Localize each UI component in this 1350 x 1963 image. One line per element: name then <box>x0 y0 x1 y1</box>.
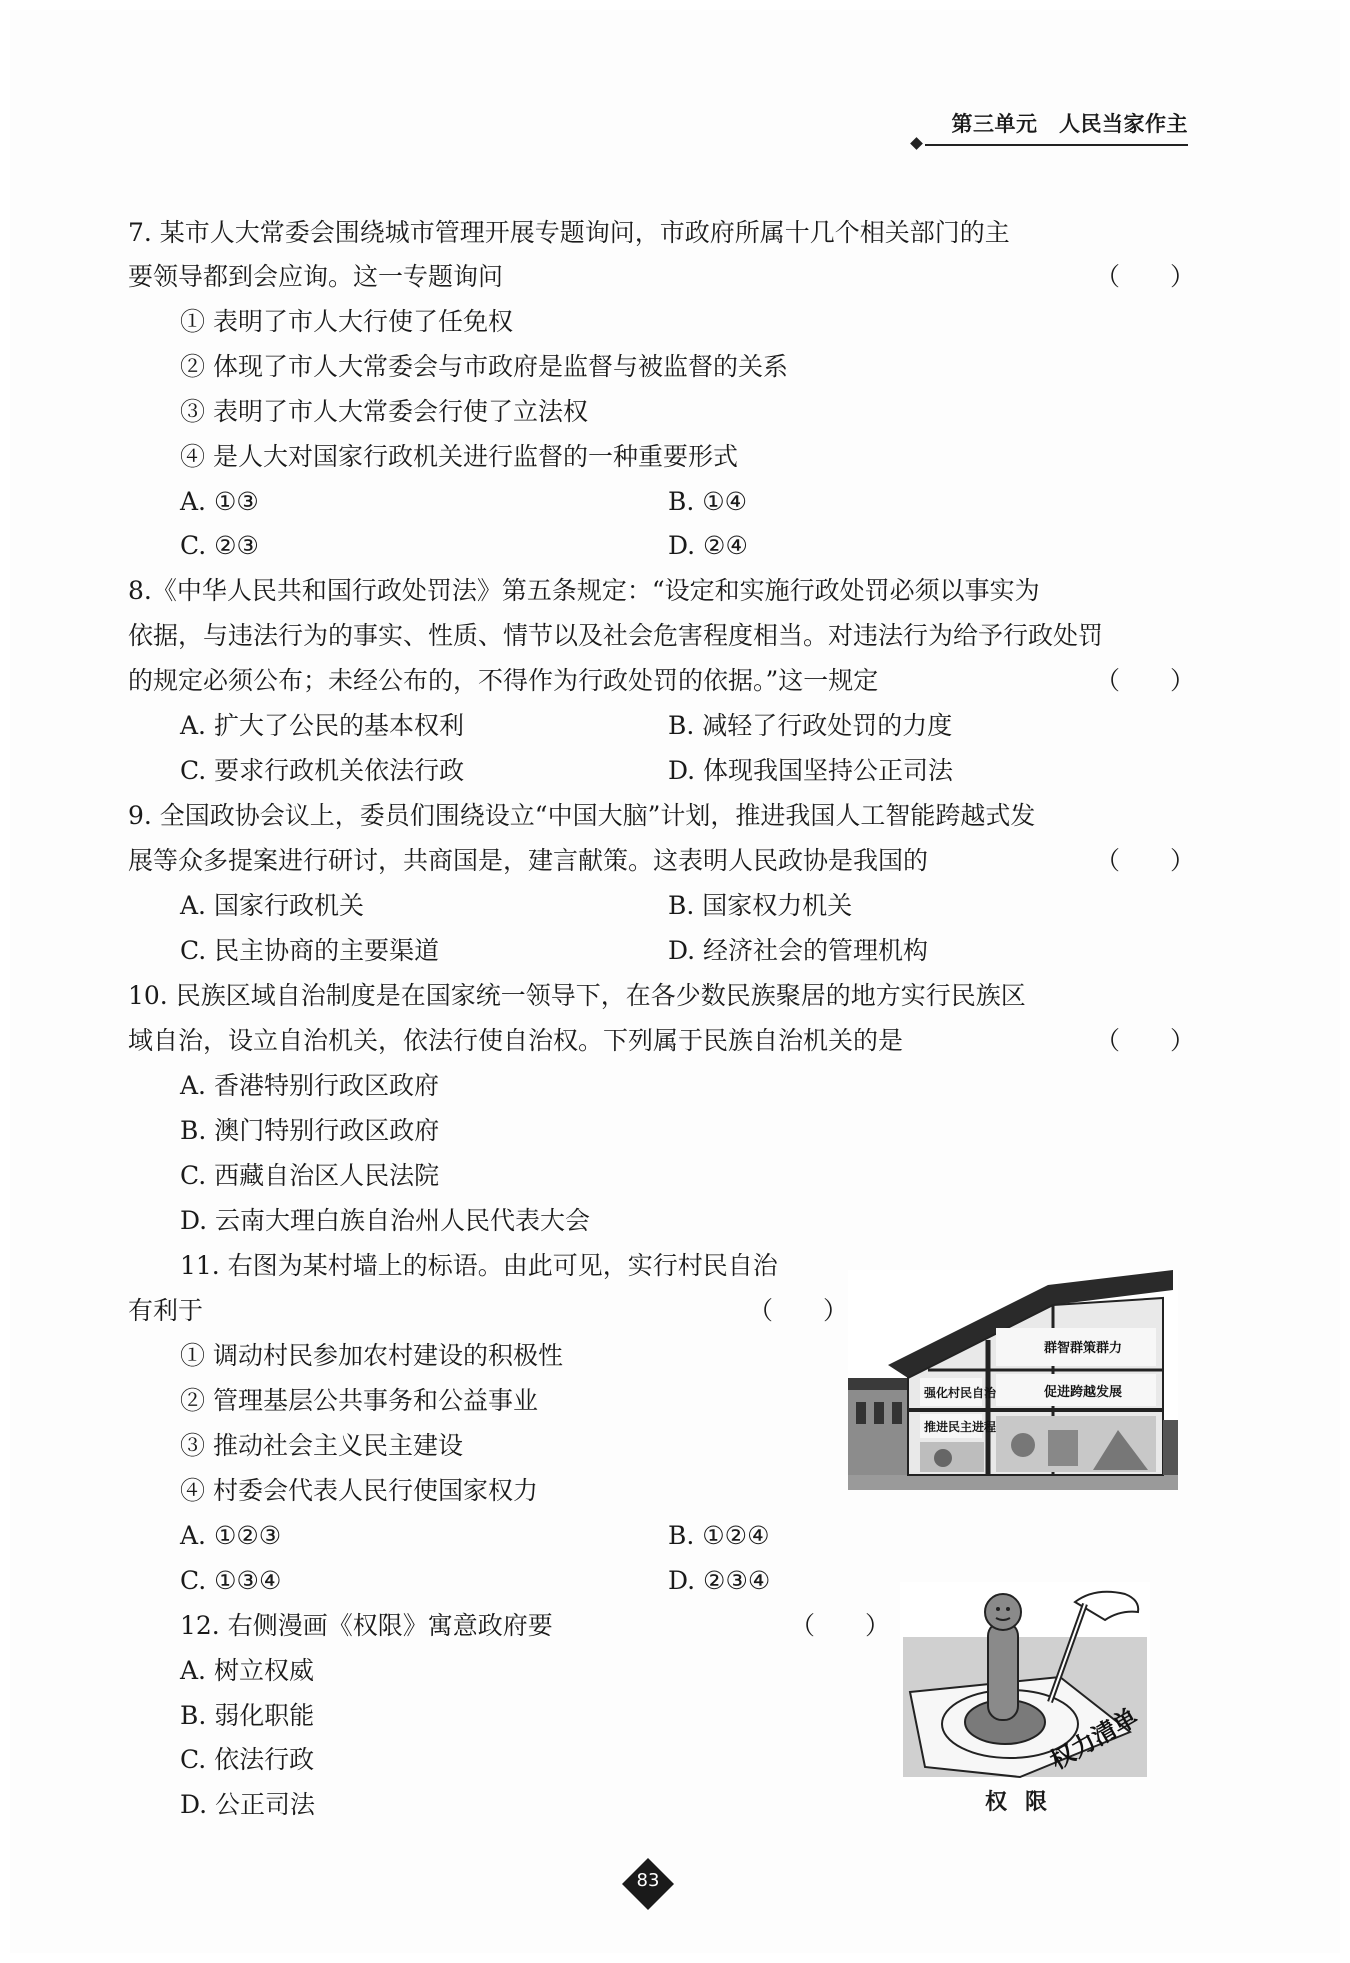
q7-stem-line1: 7. 某市人大常委会围绕城市管理开展专题询问，市政府所属十几个相关部门的主 <box>128 218 1010 247</box>
power-list-cartoon <box>900 1582 1150 1780</box>
q10-answer-paren: （ ） <box>1095 1026 1196 1055</box>
q11-option-d: D. ②③④ <box>668 1566 771 1595</box>
unit-header: 第三单元 人民当家作主 <box>951 112 1188 136</box>
q7-option-d: D. ②④ <box>668 531 748 560</box>
q8-option-b: B. 减轻了行政处罚的力度 <box>668 711 953 740</box>
q11-option-c: C. ①③④ <box>180 1566 282 1595</box>
q9-option-d: D. 经济社会的管理机构 <box>668 936 929 965</box>
q12-option-a: A. 树立权威 <box>180 1656 314 1685</box>
q11-item-4: ④ 村委会代表人民行使国家权力 <box>180 1476 538 1505</box>
q10-option-b: B. 澳门特别行政区政府 <box>180 1116 440 1145</box>
q10-stem-line1: 10. 民族区域自治制度是在国家统一领导下，在各少数民族聚居的地方实行民族区 <box>128 981 1026 1010</box>
q12-option-c: C. 依法行政 <box>180 1745 315 1774</box>
q9-option-b: B. 国家权力机关 <box>668 891 853 920</box>
q12-stem: 12. 右侧漫画《权限》寓意政府要 <box>180 1611 553 1640</box>
q12-option-d: D. 公正司法 <box>180 1790 316 1819</box>
sign-right-bottom: 促进跨越发展 <box>1044 1385 1123 1400</box>
q11-stem-line1: 11. 右图为某村墙上的标语。由此可见，实行村民自治 <box>180 1251 778 1280</box>
village-wall-photo <box>848 1270 1178 1490</box>
q7-stem-line2: 要领导都到会应询。这一专题询问 <box>128 262 504 291</box>
q10-option-a: A. 香港特别行政区政府 <box>180 1071 439 1100</box>
q8-option-c: C. 要求行政机关依法行政 <box>180 756 465 785</box>
q10-option-d: D. 云南大理白族自治州人民代表大会 <box>180 1206 591 1235</box>
q8-stem-line2: 依据，与违法行为的事实、性质、情节以及社会危害程度相当。对违法行为给予行政处罚 <box>128 621 1104 650</box>
sign-left-top: 强化村民自治 <box>924 1386 997 1400</box>
q9-answer-paren: （ ） <box>1095 846 1196 875</box>
sign-right-top: 群智群策群力 <box>1044 1341 1123 1356</box>
q9-stem-line1: 9. 全国政协会议上，委员们围绕设立“中国大脑”计划，推进我国人工智能跨越式发 <box>128 801 1036 830</box>
q11-item-2: ② 管理基层公共事务和公益事业 <box>180 1386 538 1415</box>
q10-option-c: C. 西藏自治区人民法院 <box>180 1161 440 1190</box>
q8-stem-line1: 8.《中华人民共和国行政处罚法》第五条规定：“设定和实施行政处罚必须以事实为 <box>128 576 1040 605</box>
q9-option-c: C. 民主协商的主要渠道 <box>180 936 440 965</box>
q7-item-4: ④ 是人大对国家行政机关进行监督的一种重要形式 <box>180 442 738 471</box>
q12-answer-paren: （ ） <box>790 1611 891 1640</box>
q9-stem-line2: 展等众多提案进行研讨，共商国是，建言献策。这表明人民政协是我国的 <box>128 846 929 875</box>
cartoon-caption: 权限 <box>985 1790 1066 1815</box>
q7-item-2: ② 体现了市人大常委会与市政府是监督与被监督的关系 <box>180 352 788 381</box>
q10-stem-line2: 域自治，设立自治机关，依法行使自治权。下列属于民族自治机关的是 <box>128 1026 904 1055</box>
page-number: 83 <box>636 1870 660 1891</box>
q7-answer-paren: （ ） <box>1095 262 1196 291</box>
q11-item-3: ③ 推动社会主义民主建设 <box>180 1431 463 1460</box>
q7-option-b: B. ①④ <box>668 487 748 516</box>
q11-item-1: ① 调动村民参加农村建设的积极性 <box>180 1341 563 1370</box>
q7-item-3: ③ 表明了市人大常委会行使了立法权 <box>180 397 588 426</box>
q7-option-c: C. ②③ <box>180 531 259 560</box>
q8-stem-line3: 的规定必须公布；未经公布的，不得作为行政处罚的依据。”这一规定 <box>128 666 879 695</box>
q8-option-d: D. 体现我国坚持公正司法 <box>668 756 954 785</box>
power-list-label: 权力清单 <box>1045 1702 1143 1776</box>
q11-option-a: A. ①②③ <box>180 1521 282 1550</box>
q8-option-a: A. 扩大了公民的基本权利 <box>180 711 464 740</box>
header-rule <box>925 144 1188 146</box>
q7-item-1: ① 表明了市人大行使了任免权 <box>180 307 513 336</box>
q12-option-b: B. 弱化职能 <box>180 1701 315 1730</box>
q11-option-b: B. ①②④ <box>668 1521 770 1550</box>
q7-option-a: A. ①③ <box>180 487 259 516</box>
q11-answer-paren: （ ） <box>748 1296 849 1325</box>
q8-answer-paren: （ ） <box>1095 666 1196 695</box>
q9-option-a: A. 国家行政机关 <box>180 891 364 920</box>
q11-stem-line2: 有利于 <box>128 1296 204 1325</box>
sign-left-bottom: 推进民主进程 <box>924 1420 997 1434</box>
